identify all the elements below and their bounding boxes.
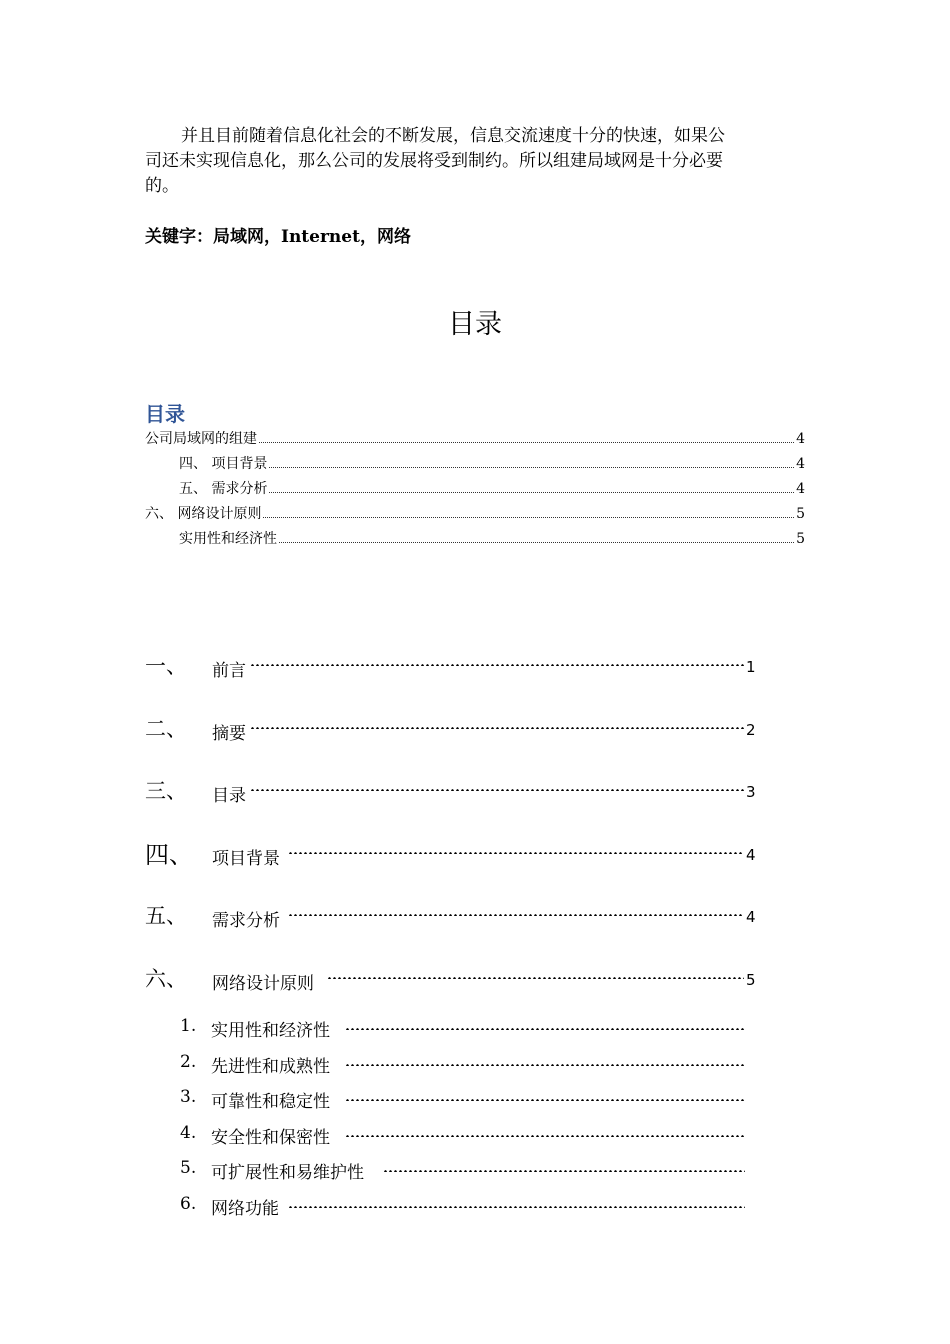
subsection-entry	[180, 1158, 780, 1194]
dot-leader	[263, 517, 794, 518]
subsection-entry	[180, 1194, 780, 1230]
section-number: 三、	[145, 779, 187, 803]
subsection-title: 安全性和保密性	[211, 1127, 330, 1148]
dot-leader	[279, 542, 794, 543]
toc-entry[interactable]	[145, 503, 805, 528]
toc-entry-page: 4	[796, 431, 805, 447]
subsection-number: 5.	[180, 1158, 197, 1178]
dot-leader	[269, 467, 794, 468]
subsection-title: 可扩展性和易维护性	[211, 1163, 364, 1183]
section-title: 前言	[212, 661, 246, 681]
subsection-entry	[180, 1016, 780, 1052]
section-page: 4	[746, 845, 756, 864]
subsection-number: 2.	[180, 1051, 197, 1072]
section-page: 2	[746, 720, 756, 739]
intro-line: 司还未实现信息化，那么公司的发展将受到制约。所以组建局域网是十分必要	[145, 151, 723, 171]
dot-leader	[345, 1064, 745, 1066]
section-page: 1	[746, 658, 756, 676]
section-title: 网络设计原则	[212, 973, 314, 994]
subsection-title: 实用性和经济性	[211, 1021, 330, 1041]
manual-toc-entry	[145, 713, 805, 776]
subsection-title: 网络功能	[211, 1198, 279, 1219]
dot-leader	[288, 1206, 745, 1208]
dot-leader	[345, 1028, 745, 1030]
dot-leader	[269, 492, 794, 493]
toc-entry-label: 六、 网络设计原则	[145, 506, 262, 522]
toc-entry[interactable]	[145, 428, 805, 453]
toc-heading: 目录	[145, 402, 185, 426]
intro-paragraph	[145, 124, 805, 199]
toc-entry-label: 四、 项目背景	[179, 456, 268, 472]
subsection-title: 可靠性和稳定性	[211, 1092, 330, 1112]
dot-leader	[383, 1170, 745, 1172]
toc-entry-page: 5	[796, 531, 805, 547]
section-page: 5	[746, 970, 756, 989]
subsection-entry	[180, 1123, 780, 1159]
section-title: 摘要	[212, 723, 246, 744]
page-title: 目录	[448, 309, 502, 340]
subsection-title: 先进性和成熟性	[211, 1056, 330, 1077]
toc-entry-page: 4	[796, 456, 805, 472]
keywords-line: 关键字：局域网，Internet，网络	[145, 227, 411, 247]
subsection-number: 1.	[180, 1016, 197, 1036]
toc-entry-page: 5	[796, 506, 805, 522]
section-title: 需求分析	[212, 911, 280, 931]
dot-leader	[288, 852, 744, 854]
manual-toc-entry	[145, 775, 805, 838]
section-title: 项目背景	[212, 848, 280, 869]
section-page: 4	[746, 908, 756, 926]
dot-leader	[288, 914, 744, 916]
dot-leader	[327, 977, 744, 979]
toc-entry[interactable]	[145, 528, 805, 553]
section-title: 目录	[212, 786, 246, 806]
dot-leader	[345, 1135, 745, 1137]
dot-leader	[345, 1099, 745, 1101]
toc-entry[interactable]	[145, 478, 805, 503]
subsection-number: 4.	[180, 1122, 197, 1143]
section-number: 六、	[145, 966, 187, 991]
section-page: 3	[746, 783, 756, 801]
manual-toc-entry	[145, 838, 805, 901]
section-number: 二、	[145, 716, 187, 741]
toc-entry-label: 五、 需求分析	[179, 481, 268, 497]
manual-toc-entry	[145, 900, 805, 963]
manual-toc-entry	[145, 650, 805, 713]
intro-line: 的。	[145, 176, 179, 196]
dot-leader	[250, 789, 744, 791]
section-number: 五、	[145, 904, 187, 928]
subsection-number: 6.	[180, 1193, 197, 1214]
dot-leader	[250, 727, 744, 729]
section-number: 一、	[145, 654, 187, 678]
subsection-entry	[180, 1087, 780, 1123]
toc-entry-label: 公司局域网的组建	[145, 431, 257, 447]
toc-entry-label: 实用性和经济性	[179, 531, 277, 547]
dot-leader	[250, 664, 744, 666]
section-number: 四、	[145, 840, 193, 869]
subsection-entry	[180, 1052, 780, 1088]
toc-entry[interactable]	[145, 453, 805, 478]
manual-toc-subsections	[180, 1016, 780, 1229]
intro-line: 并且目前随着信息化社会的不断发展，信息交流速度十分的快速，如果公	[181, 126, 725, 146]
toc-entry-page: 4	[796, 481, 805, 497]
manual-toc	[145, 650, 805, 1025]
subsection-number: 3.	[180, 1087, 197, 1107]
dot-leader	[259, 442, 794, 443]
auto-toc	[145, 428, 805, 553]
